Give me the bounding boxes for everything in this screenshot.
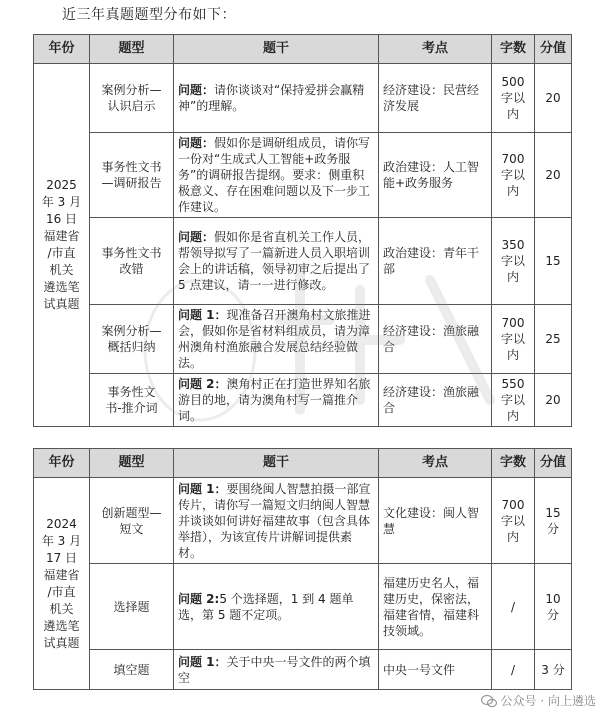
question-cell: 问题 1：要围绕闽人智慧拍摄一部宣传片，请你写一篇短文归纳闽人智慧并谈谈如何讲好福建故事（包含具体举措），为该宣传片讲解词提供素材。	[174, 478, 379, 564]
intro-text: 近三年真题题型分布如下：	[62, 7, 236, 23]
score-cell: 15 分	[535, 478, 572, 564]
score-cell: 15	[535, 218, 572, 305]
type-cell: 选择题	[90, 564, 174, 650]
wechat-icon	[481, 694, 497, 708]
table-row	[34, 64, 572, 133]
wordcount-cell: 700 字以内	[492, 478, 535, 564]
header-row	[34, 35, 572, 64]
table-row	[34, 564, 572, 650]
exam-table-2024	[33, 448, 572, 690]
header-score: 分值	[535, 449, 572, 478]
wordcount-cell: 550 字以内	[492, 374, 535, 427]
wordcount-cell: 700 字以内	[492, 133, 535, 218]
topic-cell: 经济建设：渔旅融合	[379, 374, 492, 427]
topic-cell: 文化建设：闽人智慧	[379, 478, 492, 564]
score-cell: 25	[535, 305, 572, 374]
header-topic: 考点	[379, 35, 492, 64]
topic-cell: 政治建设：青年干部	[379, 218, 492, 305]
topic-cell: 经济建设：渔旅融合	[379, 305, 492, 374]
topic-cell: 经济建设：民营经济发展	[379, 64, 492, 133]
wordcount-cell: 350 字以内	[492, 218, 535, 305]
header-wordcount: 字数	[492, 449, 535, 478]
score-cell: 10 分	[535, 564, 572, 650]
footer-watermark	[481, 692, 596, 709]
table-row	[34, 650, 572, 690]
wordcount-cell: 500 字以内	[492, 64, 535, 133]
score-cell: 20	[535, 133, 572, 218]
wordcount-cell: 700 字以内	[492, 305, 535, 374]
table-row	[34, 305, 572, 374]
question-cell: 问题 1：现准备召开澳角村文旅推进会，假如你是省材料组成员，请为漳州澳角村渔旅融合发展总结经验做法。	[174, 305, 379, 374]
year-cell: 2025 年 3 月 16 日 福建省 /市直 机关 遴选笔 试真题	[34, 64, 90, 427]
wordcount-cell: /	[492, 564, 535, 650]
type-cell: 事务性文 书-推介词	[90, 374, 174, 427]
question-cell: 问题：请你谈谈对“保持爱拼会赢精神”的理解。	[174, 64, 379, 133]
footer-text: 公众号 · 向上遴选	[500, 694, 596, 708]
question-cell: 问题：假如你是调研组成员，请你写一份对“生成式人工智能+政务服务”的调研报告提纲。要求：侧重积极意义、存在困难问题以及下一步工作建议。	[174, 133, 379, 218]
wordcount-cell: /	[492, 650, 535, 690]
table-row	[34, 133, 572, 218]
type-cell: 案例分析— 认识启示	[90, 64, 174, 133]
type-cell: 案例分析— 概括归纳	[90, 305, 174, 374]
exam-table-2025	[33, 34, 572, 427]
header-score: 分值	[535, 35, 572, 64]
type-cell: 事务性文书 —调研报告	[90, 133, 174, 218]
header-question: 题干	[174, 35, 379, 64]
type-cell: 事务性文书 改错	[90, 218, 174, 305]
header-question: 题干	[174, 449, 379, 478]
score-cell: 20	[535, 374, 572, 427]
question-cell: 问题 2：澳角村正在打造世界知名旅游目的地，请为澳角村写一篇推介词。	[174, 374, 379, 427]
table-row	[34, 218, 572, 305]
header-topic: 考点	[379, 449, 492, 478]
header-row	[34, 449, 572, 478]
question-cell: 问题 2:5 个选择题，1 到 4 题单选，第 5 题不定项。	[174, 564, 379, 650]
topic-cell: 政治建设：人工智能+政务服务	[379, 133, 492, 218]
header-year: 年份	[34, 449, 90, 478]
score-cell: 20	[535, 64, 572, 133]
score-cell: 3 分	[535, 650, 572, 690]
header-type: 题型	[90, 35, 174, 64]
type-cell: 创新题型— 短文	[90, 478, 174, 564]
header-type: 题型	[90, 449, 174, 478]
topic-cell: 福建历史名人，福建历史，保密法，福建省情，福建科技领域。	[379, 564, 492, 650]
year-cell: 2024 年 3 月 17 日 福建省 /市直 机关 遴选笔 试真题	[34, 478, 90, 690]
header-year: 年份	[34, 35, 90, 64]
table-row	[34, 478, 572, 564]
question-cell: 问题 1：关于中央一号文件的两个填空	[174, 650, 379, 690]
topic-cell: 中央一号文件	[379, 650, 492, 690]
table-row	[34, 374, 572, 427]
header-wordcount: 字数	[492, 35, 535, 64]
type-cell: 填空题	[90, 650, 174, 690]
question-cell: 问题：假如你是省直机关工作人员，帮领导拟写了一篇新进人员入职培训会上的讲话稿，领导初审之后提出了 5 点建议，请一一进行修改。	[174, 218, 379, 305]
